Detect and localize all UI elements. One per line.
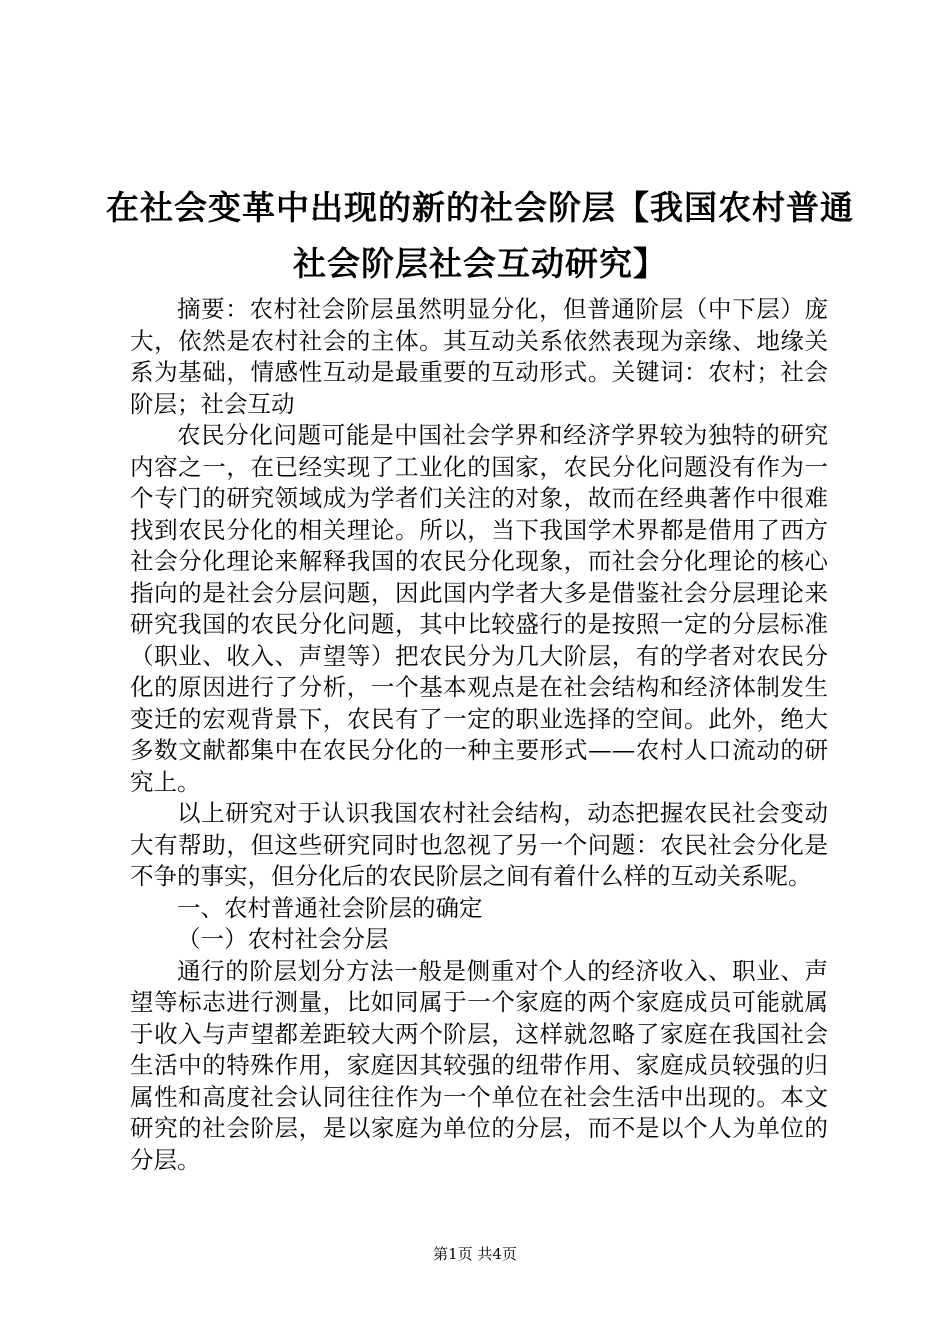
body-paragraph: 通行的阶层划分方法一般是侧重对个人的经济收入、职业、声望等标志进行测量，比如同属于一个家庭的两个家庭成员可能就属于收入与声望都差距较大两个阶层，这样就忽略了家庭在我国社会生活中的特殊作用，家庭因其较强的纽带作用、家庭成员较强的归属性和高度社会认同往往作为一个单位在社会生活中出现的。本文研究的社会阶层，是以家庭为单位的分层，而不是以个人为单位的分层。 <box>130 956 828 1174</box>
section-heading: 一、农村普通社会阶层的确定 <box>177 893 483 922</box>
body-paragraph: 以上研究对于认识我国农村社会结构，动态把握农民社会变动大有帮助，但这些研究同时也忽视了另一个问题：农民社会分化是不争的事实，但分化后的农民阶层之间有着什么样的互动关系呢。 <box>130 799 828 890</box>
document-body <box>130 294 828 1176</box>
document-title: 在社会变革中出现的新的社会阶层【我国农村普通社会阶层社会互动研究】 <box>106 188 854 283</box>
body-paragraph: 农民分化问题可能是中国社会学界和经济学界较为独特的研究内容之一，在已经实现了工业化的国家，农民分化问题没有作为一个专门的研究领域成为学者们关注的对象，故而在经典著作中很难找到农民分化的相关理论。所以，当下我国学术界都是借用了西方社会分化理论来解释我国的农民分化现象，而社会分化理论的核心指向的是社会分层问题，因此国内学者大多是借鉴社会分层理论来研究我国的农民分化问题，其中比较盛行的是按照一定的分层标准（职业、收入、声望等）把农民分为几大阶层，有的学者对农民分化的原因进行了分析，一个基本观点是在社会结构和经济体制发生变迁的宏观背景下，农民有了一定的职业选择的空间。此外，绝大多数文献都集中在农民分化的一种主要形式——农村人口流动的研究上。 <box>130 421 828 796</box>
page-footer: 第1页 共4页 <box>433 1245 517 1263</box>
subsection-heading: （一）农村社会分层 <box>177 925 389 953</box>
abstract-paragraph: 摘要：农村社会阶层虽然明显分化，但普通阶层（中下层）庞大，依然是农村社会的主体。其互动关系依然表现为亲缘、地缘关系为基础，情感性互动是最重要的互动形式。关键词：农村；社会阶层；社会互动 <box>130 295 828 418</box>
